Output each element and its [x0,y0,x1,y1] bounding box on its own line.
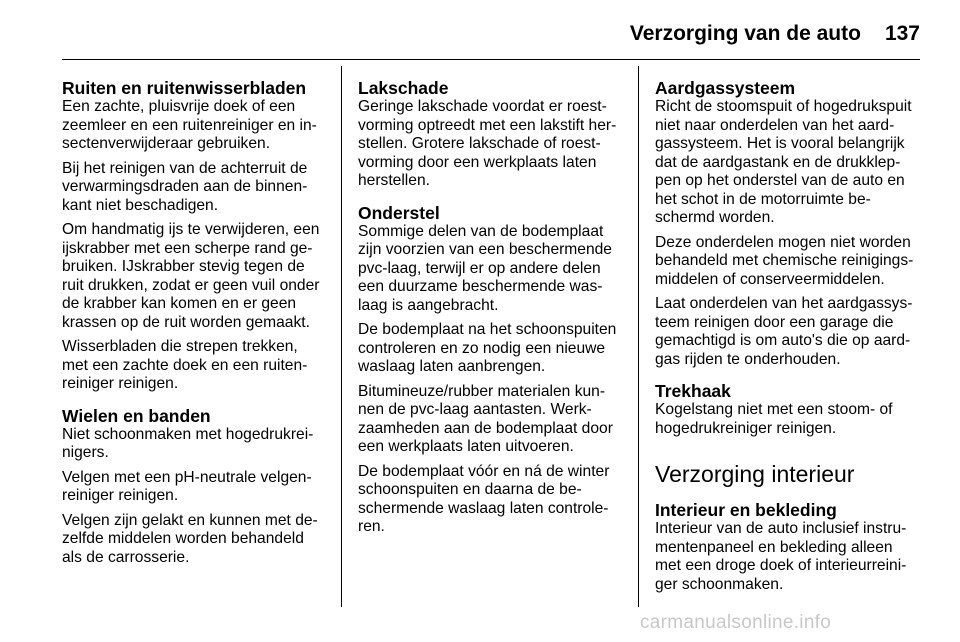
page-number: 137 [884,22,920,45]
section-heading: Trekhaak [655,381,731,401]
section-aardgassysteem [655,78,921,369]
section-wielen [62,406,328,568]
column-2 [358,78,624,549]
section-heading: Lakschade [358,78,449,98]
header-rule [62,59,920,60]
chapter-heading: Verzorging interieur [655,461,855,487]
paragraph: Velgen zijn gelakt en kunnen met de-zelfde middelen worden behandeld als de carrosserie. [62,511,318,566]
paragraph: Niet schoonmaken met hogedrukrei-nigers. [62,425,314,461]
paragraph: Velgen met een pH-neutrale velgen-reiniger reinigen. [62,468,312,504]
section-ruiten [62,78,328,394]
paragraph: Laat onderdelen van het aardgassys-teem reinigen door een garage die gemachtigd is om auto's die op aard-gas rijden te onderhouden. [655,295,913,368]
section-trekhaak [655,381,921,438]
section-heading: Aardgassysteem [655,78,796,98]
section-interieur [655,500,921,594]
paragraph: Een zachte, pluisvrije doek of een zeemleer en een ruitenreiniger en in-sectenverwijderaar gebruiken. [62,98,317,152]
paragraph: Interieur van de auto inclusief instru-mentenpaneel en bekleding alleen met een droge doek of interieurreini-ger schoonmaken. [655,520,907,593]
paragraph: Om handmatig ijs te verwijderen, een ijskrabber met een scherpe rand ge-bruiken. IJskrabber stevig tegen de ruit drukken, zodat er geen vuil onder de krabber kan komen en er geen krassen op de ruit worden gemaakt. [62,221,320,331]
page-title: Verzorging van de auto [629,22,861,45]
section-heading: Ruiten en ruitenwisserbladen [62,78,307,98]
column-3 [655,78,921,606]
paragraph: Geringe lakschade voordat er roest-vorming optreedt met een lakstift her-stellen. Grotere lakschade of roest-vorming door een werkplaats laten herstellen. [358,98,617,189]
paragraph: Deze onderdelen mogen niet worden behandeld met chemische reinigings-middelen of conserveermiddelen. [655,233,914,288]
paragraph: Sommige delen van de bodemplaat zijn voorzien van een beschermende pvc-laag, terwijl er op andere delen een duurzame beschermende was-laag is aangebracht. [358,222,612,314]
paragraph: Bij het reinigen van de achterruit de verwarmingsdraden aan de binnen-kant niet beschadigen. [62,159,308,214]
paragraph: Richt de stoomspuit of hogedrukspuit niet naar onderdelen van het aard-gassysteem. Het is vooral belangrijk dat de aardgastank en de drukklep-pen op het onderstel van de auto en het schot in de motorruimte be-schermd worden. [655,98,912,226]
page-header [62,16,920,52]
section-heading: Onderstel [358,202,440,223]
section-heading: Wielen en banden [62,405,211,426]
paragraph: Kogelstang niet met een stoom- of hogedrukreiniger reinigen. [655,401,893,437]
column-divider [638,66,639,607]
column-divider [341,66,342,607]
paragraph: Wisserbladen die strepen trekken, met een zachte doek en een ruiten-reiniger reinigen. [62,338,308,392]
column-1 [62,78,328,579]
section-heading: Interieur en bekleding [655,500,837,520]
paragraph: De bodemplaat na het schoonspuiten controleren en zo nodig een nieuwe waslaag laten aanbrengen. [358,321,617,375]
section-onderstel [358,203,624,537]
section-lakschade [358,78,624,191]
paragraph: De bodemplaat vóór en ná de winter schoonspuiten en daarna de be-schermende waslaag laten controle-ren. [358,462,610,535]
watermark: carmanualsonline.info [640,612,832,633]
paragraph: Bitumineuze/rubber materialen kun-nen de pvc-laag aantasten. Werk-zaamheden aan de bodemplaat door een werkplaats laten uitvoeren. [358,382,613,455]
